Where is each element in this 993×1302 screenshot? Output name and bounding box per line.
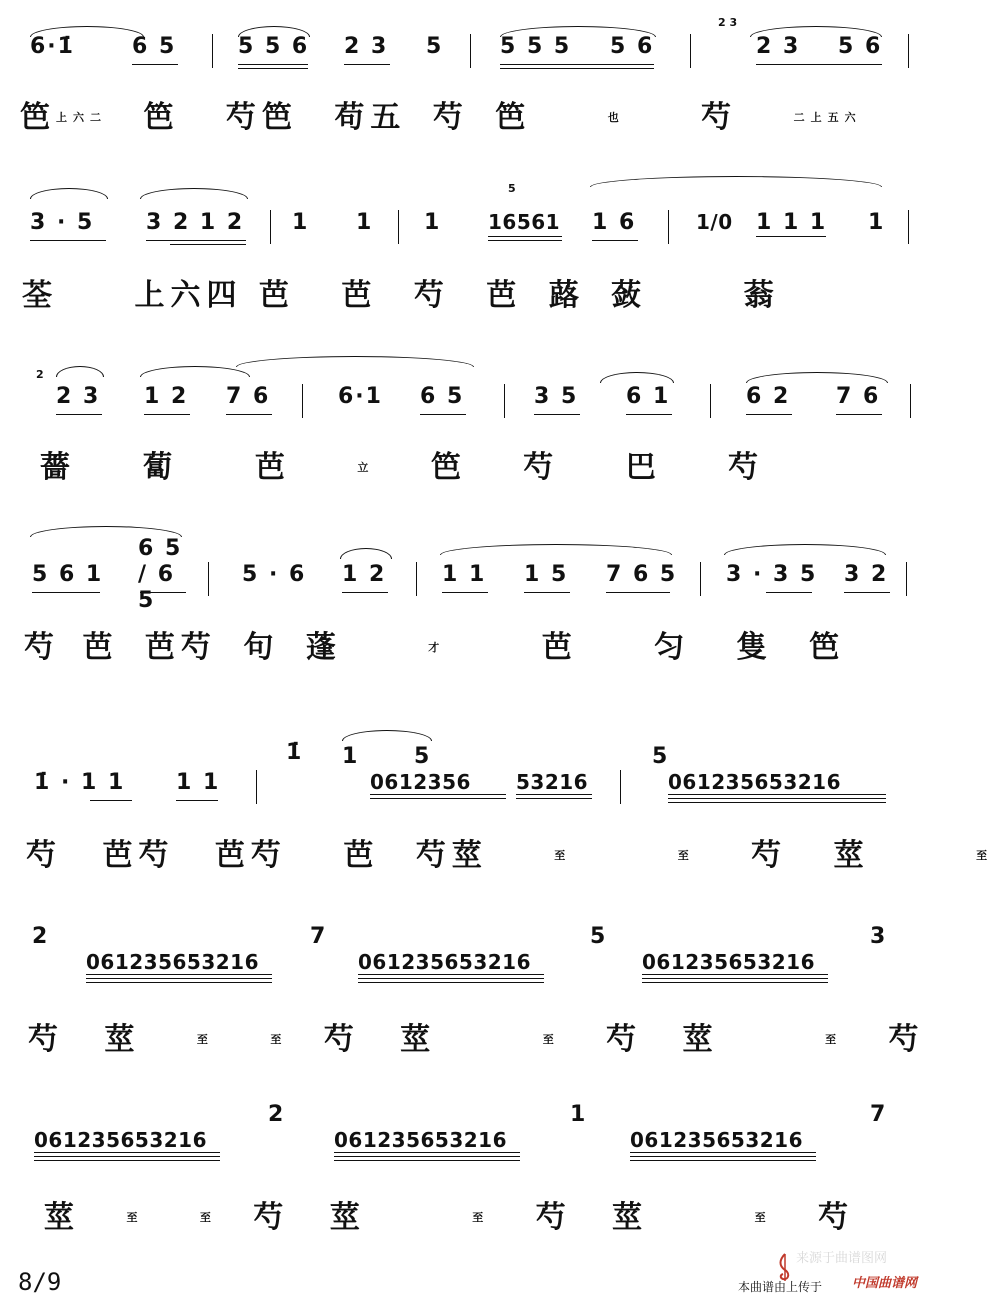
note-group: 6 5 / 6 5 xyxy=(138,536,183,613)
barline xyxy=(504,384,505,418)
barline xyxy=(256,770,257,804)
tablature-line: 薔 蔔 芭 $^立$ 笆 芍 巴 芍 xyxy=(40,450,765,485)
note-group: 7 6 xyxy=(226,384,271,409)
note-group: 7 6 xyxy=(836,384,881,409)
slur xyxy=(724,544,886,555)
note-group: 5 5 5 xyxy=(500,34,572,59)
note-group: 6·1 xyxy=(338,384,383,409)
slur xyxy=(140,188,248,199)
note-group: 1 1 xyxy=(442,562,487,587)
note-group: 5 5 6 xyxy=(238,34,310,59)
tablature-line: 荃 上六四 芭 芭 芍 芭 蕗 蔹 蓊 xyxy=(22,278,780,313)
slur xyxy=(30,188,108,199)
note-group: 1 xyxy=(868,210,886,235)
note-group: 6 5 xyxy=(132,34,177,59)
note-group: 2 xyxy=(268,1102,286,1127)
note-group: 16561 xyxy=(488,210,561,234)
slur xyxy=(440,544,672,555)
note-group: 5 6 xyxy=(610,34,655,59)
note-group: 3 · 3 5 xyxy=(726,562,818,587)
note-group: 1̇ xyxy=(286,740,304,765)
note-group: 1 xyxy=(342,744,360,769)
note-group: 1 xyxy=(570,1102,588,1127)
note-group: 3 2 1 2 xyxy=(146,210,245,235)
slur xyxy=(236,356,474,367)
note-group: 061235653216 xyxy=(668,770,841,794)
note-group: 1 xyxy=(356,210,374,235)
note-group: 0612356 xyxy=(370,770,471,794)
watermark: 来源于曲谱图网 xyxy=(796,1251,888,1266)
note-group: 5 xyxy=(652,744,670,769)
note-group: 5 · 6 xyxy=(242,562,307,587)
barline xyxy=(270,210,271,244)
note-group: 6 5 xyxy=(420,384,465,409)
slur xyxy=(340,548,392,559)
note-group: 7 xyxy=(870,1102,888,1127)
barline xyxy=(470,34,471,68)
note-group: 061235653216 xyxy=(630,1128,803,1152)
note-group: 3 · 5 xyxy=(30,210,95,235)
barline xyxy=(416,562,417,596)
barline xyxy=(710,384,711,418)
slur xyxy=(590,176,882,187)
barline xyxy=(906,562,907,596)
note-group: 2 xyxy=(32,924,50,949)
barline xyxy=(208,562,209,596)
note-group: 1 1 xyxy=(176,770,221,795)
note-group: 53216 xyxy=(516,770,589,794)
slur xyxy=(746,372,888,383)
barline xyxy=(398,210,399,244)
note-group: 2 3 xyxy=(344,34,389,59)
note-group: 6·1̇ xyxy=(30,34,75,59)
note-group: 061235653216 xyxy=(334,1128,507,1152)
slur xyxy=(342,730,432,741)
note-group: 1 xyxy=(292,210,310,235)
note-group: 7 6 5 xyxy=(606,562,678,587)
site-logo: 中国曲谱网 xyxy=(852,1276,918,1291)
note-group: 5 6 xyxy=(838,34,883,59)
note-group: 2 3 xyxy=(756,34,801,59)
barline xyxy=(908,210,909,244)
barline xyxy=(700,562,701,596)
slur xyxy=(56,366,104,377)
note-group: 1/0 xyxy=(696,210,733,234)
barline xyxy=(908,34,909,68)
note-group: 6 1 xyxy=(626,384,671,409)
note-group: 7 xyxy=(310,924,328,949)
tablature-line: 芍 芭 芭芍 句 蓬 $^才$ 芭 匀 隻 笆 xyxy=(24,630,846,665)
note-group: 3 2 xyxy=(844,562,889,587)
note-group: 5 xyxy=(590,924,608,949)
grace-note-mark: 2 xyxy=(36,368,44,381)
note-group: 1̇ · 1 1 xyxy=(34,770,126,795)
barline xyxy=(910,384,911,418)
note-group: 1 6 xyxy=(592,210,637,235)
note-group: 1 1 1 xyxy=(756,210,828,235)
barline xyxy=(690,34,691,68)
note-group: 061235653216 xyxy=(358,950,531,974)
note-group: 2 3 xyxy=(56,384,101,409)
note-group: 061235653216 xyxy=(642,950,815,974)
note-group: 5 6 1 xyxy=(32,562,104,587)
note-group: 061235653216 xyxy=(86,950,259,974)
note-group: 5 xyxy=(426,34,444,59)
note-group: 6 2 xyxy=(746,384,791,409)
grace-note-mark: 5 xyxy=(508,182,516,195)
barline xyxy=(302,384,303,418)
slur xyxy=(140,366,250,377)
barline xyxy=(212,34,213,68)
note-group: 3 xyxy=(870,924,888,949)
barline xyxy=(620,770,621,804)
page-number: 8/9 xyxy=(18,1268,62,1296)
note-group: 1 2 xyxy=(342,562,387,587)
note-group: 061235653216 xyxy=(34,1128,207,1152)
note-group: 1 xyxy=(424,210,442,235)
note-group: 1 2 xyxy=(144,384,189,409)
slur xyxy=(600,372,674,383)
barline xyxy=(668,210,669,244)
note-group: 5 xyxy=(414,744,432,769)
note-group: 3 5 xyxy=(534,384,579,409)
tablature-line: 芍 莖 $^至$ $^至$ 芍 莖 $^至$ 芍 莖 $^至$ 芍 xyxy=(28,1022,925,1057)
footer-note: 本曲谱由上传于 xyxy=(738,1280,823,1294)
tablature-line: 莖 $^至$ $^至$ 芍 莖 $^至$ 芍 莖 $^至$ 芍 xyxy=(44,1200,855,1235)
tablature-line: 芍 芭芍 芭芍 芭 芍莖 $^至$ $^至$ 芍 莖 $^至$ xyxy=(26,838,993,873)
note-group: 1 5 xyxy=(524,562,569,587)
tablature-line: 笆$^{上六二}$ 笆 芍笆 苟五 芍 笆 $^也$ 芍 $^{二上五六}$ xyxy=(20,100,862,135)
grace-note-mark: 2 3 xyxy=(718,16,738,29)
